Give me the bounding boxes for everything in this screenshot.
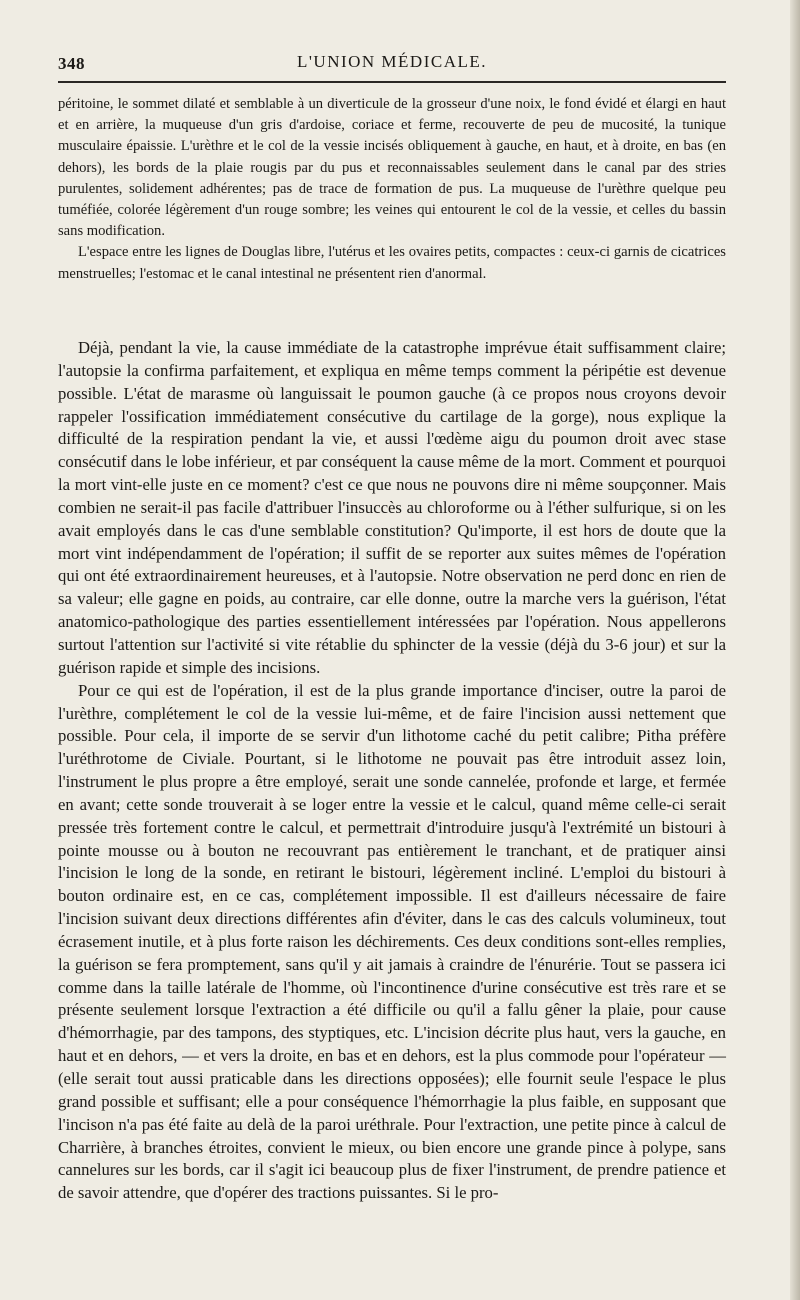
small-print-section: [58, 94, 726, 285]
running-title: L'UNION MÉDICALE.: [296, 52, 488, 71]
main-text-section: [58, 337, 726, 1205]
header-rule: [58, 81, 726, 83]
page-header: [58, 48, 726, 78]
paragraph-operation: Pour ce qui est de l'opération, il est de la plus grande importance d'inciser, outre la paroi de l'urèthre, complétement le col de la vessie lui-même, et de faire l'incision aussi nettement que possible. Pour cela, il importe de se servir d'un lithotome caché du petit calibre; Pitha préfère l'uréthrotome de Civiale. Pourtant, si le lithotome ne pouvait pas être introduit assez loin, l'instrument le plus propre a être employé, serait une sonde cannelée, profonde et large, et fermée en avant; cette sonde trouverait à se loger entre la vessie et le calcul, quand même celle-ci serait pressée très fortement contre le calcul, et permettrait d'introduire jusqu'à l'extrémité un bistouri à pointe mousse ou à bouton ne recouvrant pas entièrement le tranchant, et de pratiquer ainsi l'incision le long de la sonde, en retirant le bistouri, légèrement incliné. L'emploi du bistouri à bouton ordinaire est, en ce cas, complétement impossible. Il est d'ailleurs nécessaire de faire l'incision suivant deux directions différentes afin d'éviter, dans le cas des calculs volumineux, tout écrasement inutile, et à plus forte raison les déchirements. Ces deux conditions sont-elles remplies, la guérison se fera promptement, sans qu'il y ait jamais à craindre de l'énurérie. Tout se passera ici comme dans la taille latérale de l'homme, où l'incontinence d'urine consécutive est très rare et se présente seulement lorsque l'extraction a été difficile ou qu'il a fallu gêner la plaie, pour cause d'hémorrhagie, par des tampons, des styptiques, etc. L'incision décrite plus haut, vers la gauche, en haut et en dehors, — et vers la droite, en bas et en dehors, est la plus commode pour l'opérateur — (elle serait tout aussi praticable dans les directions opposées); elle fournit seule l'espace le plus grand possible et suffisant; elle a pour conséquence l'hémorrhagie la plus faible, en supposant que l'incison n'a pas été faite au delà de la paroi uréthrale. Pour l'extraction, une petite pince à calcul de Charrière, à branches étroites, convient le mieux, ou bien encore une grande pince à polype, sans cannelures sur les bords, car il s'agit ici beaucoup plus de fixer l'instrument, de prendre patience et de savoir attendre, que d'opérer des tractions puissantes. Si le pro-: [58, 680, 726, 1203]
paragraph-douglas-space: L'espace entre les lignes de Douglas libre, l'utérus et les ovaires petits, compactes : ceux-ci garnis de cicatrices menstruelles; l'estomac et le canal intestinal ne présentent rien d'anormal.: [58, 244, 726, 282]
paragraph-cause-of-death: Déjà, pendant la vie, la cause immédiate de la catastrophe imprévue était suffisamment claire; l'autopsie la confirma parfaitement, et expliqua en même temps comment la péripétie est devenue possible. L'état de marasme où languissait le poumon gauche (à ce propos nous croyons devoir rappeler l'ossification immédiatement consécutive du cartilage de la gorge), nous explique la difficulté de la respiration pendant la vie, et aussi l'œdème aigu du poumon droit avec stase consécutif dans le lobe inférieur, et par conséquent la cause même de la mort. Comment et pourquoi la mort vint-elle juste en ce moment? c'est ce que nous ne pouvons dire ni même soupçonner. Mais combien ne serait-il pas facile d'attribuer l'insuccès au chloroforme ou à l'éther sulfurique, si on les avait employés dans le cas d'une semblable constitution? Qu'importe, il est hors de doute que la mort vint indépendamment de l'opération; il suffit de se reporter aux suites mêmes de l'opération qui ont été extraordinairement heureuses, et à l'autopsie. Notre observation ne perd donc en rien de sa valeur; elle gagne en poids, au contraire, car elle donne, outre la marche vers la guérison, l'état anatomico-pathologique des parties essentiellement intéressées par l'opération. Nous appellerons surtout l'attention sur l'activité si vite rétablie du sphincter de la vessie (déjà du 3-6 jour) et sur la guérison rapide et simple des incisions.: [58, 338, 726, 677]
page-edge-shadow: [790, 0, 800, 1300]
page-number: 348: [58, 54, 85, 73]
paragraph-autopsy-findings: péritoine, le sommet dilaté et semblable à un diverticule de la grosseur d'une noix, le fond évidé et élargi en haut et en arrière, la muqueuse d'un gris d'ardoise, coriace et ferme, recouverte de peu de mucosité, la tunique musculaire épaissie. L'urèthre et le col de la vessie incisés obliquement à gauche, en haut, et à droite, en bas (en dehors), les bords de la plaie rougis par du pus et reconnaissables seulement dans le canal par des stries purulentes, solidement adhérentes; pas de trace de formation de pus. La muqueuse de l'urèthre quelque peu tuméfiée, colorée légèrement d'un rouge sombre; les veines qui entourent le col de la vessie, et celles du bassin sans modification.: [58, 96, 726, 240]
